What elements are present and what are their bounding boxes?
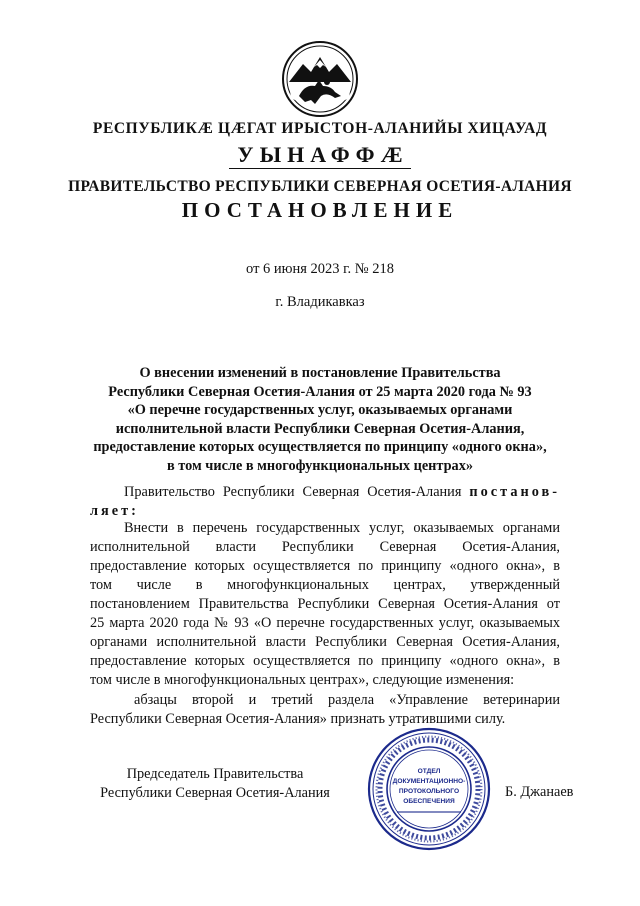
resolves-word-part1: постанов- bbox=[469, 484, 560, 500]
paragraph-line: органами исполнительной власти Республики Северная Осетия-Алания, bbox=[90, 634, 560, 650]
preamble-paragraph bbox=[90, 483, 560, 521]
title-line: предоставление которых осуществляется по принципу «одного окна», bbox=[93, 439, 547, 455]
paragraph-line: предоставление которых осуществляется по принципу «одного окна», в bbox=[90, 558, 560, 574]
decree-city: г. Владикавказ bbox=[275, 294, 365, 310]
government-title: ПРАВИТЕЛЬСТВО РЕСПУБЛИКИ СЕВЕРНАЯ ОСЕТИЯ-АЛАНИЯ bbox=[68, 178, 572, 195]
amendment-paragraph bbox=[90, 519, 560, 690]
paragraph-line: 25 марта 2020 года № 93 «О перечне государственных услуг, оказываемых bbox=[90, 615, 560, 631]
stamp-text-line: ОБЕСПЕЧЕНИЯ bbox=[403, 798, 455, 805]
official-seal-icon bbox=[367, 727, 491, 851]
signatory-name: Б. Джанаев bbox=[505, 784, 574, 800]
stamp-text-line: ПРОТОКОЛЬНОГО bbox=[398, 788, 460, 795]
preamble-line bbox=[90, 483, 560, 502]
paragraph-line-text: Внести в перечень государственных услуг, оказываемых органами bbox=[124, 520, 560, 536]
ossetian-government-title: РЕСПУБЛИКӔ ЦӔГАТ ИРЫСТОН-АЛАНИЙЫ ХИЦАУАД bbox=[92, 120, 548, 137]
preamble-text: Правительство Республики Северная Осетия-Алания bbox=[124, 484, 462, 500]
title-line: О внесении изменений в постановление Правительства bbox=[139, 365, 501, 381]
paragraph-line: Республики Северная Осетия-Алания» признать утратившими силу. bbox=[90, 711, 506, 727]
title-line: в том числе в многофункциональных центрах» bbox=[166, 457, 474, 474]
paragraph-line-text: абзацы второй и третий раздела «Управление ветеринарии bbox=[134, 692, 560, 708]
paragraph-line bbox=[90, 691, 560, 710]
ossetian-decree-title bbox=[0, 142, 640, 169]
paragraph-line: том числе в многофункциональных центрах, утвержденный bbox=[90, 577, 560, 593]
resolves-word-part2: ляет: bbox=[90, 503, 139, 519]
title-line: Республики Северная Осетия-Алания от 25 марта 2020 года № 93 bbox=[108, 383, 532, 400]
paragraph-line bbox=[90, 519, 560, 538]
paragraph-line: предоставление которых осуществляется по принципу «одного окна», в bbox=[90, 653, 560, 669]
paragraph-line: исполнительной власти Республики Северная Осетия-Алания, bbox=[90, 539, 560, 555]
document-subject-title bbox=[60, 364, 580, 475]
decree-title: ПОСТАНОВЛЕНИЕ bbox=[181, 198, 459, 222]
coat-of-arms-icon bbox=[281, 40, 359, 118]
signatory-position bbox=[90, 765, 340, 803]
paragraph-line: постановлением Правительства Республики Северная Осетия-Алания от bbox=[90, 596, 560, 612]
decree-date-number: от 6 июня 2023 г. № 218 bbox=[246, 261, 394, 277]
position-line: Председатель Правительства bbox=[126, 766, 304, 782]
position-line: Республики Северная Осетия-Алания bbox=[100, 785, 330, 801]
repeal-paragraph bbox=[90, 691, 560, 729]
title-line: «О перечне государственных услуг, оказываемых органами bbox=[127, 402, 513, 418]
stamp-text-line: ДОКУМЕНТАЦИОННО- bbox=[392, 778, 466, 785]
paragraph-line: том числе в многофункциональных центрах», следующие изменения: bbox=[90, 672, 515, 688]
ossetian-decree-label: УЫНАФФӔ bbox=[229, 143, 410, 169]
stamp-text-line: ОТДЕЛ bbox=[417, 768, 441, 775]
title-line: исполнительной власти Республики Северная Осетия-Алания, bbox=[115, 420, 525, 437]
